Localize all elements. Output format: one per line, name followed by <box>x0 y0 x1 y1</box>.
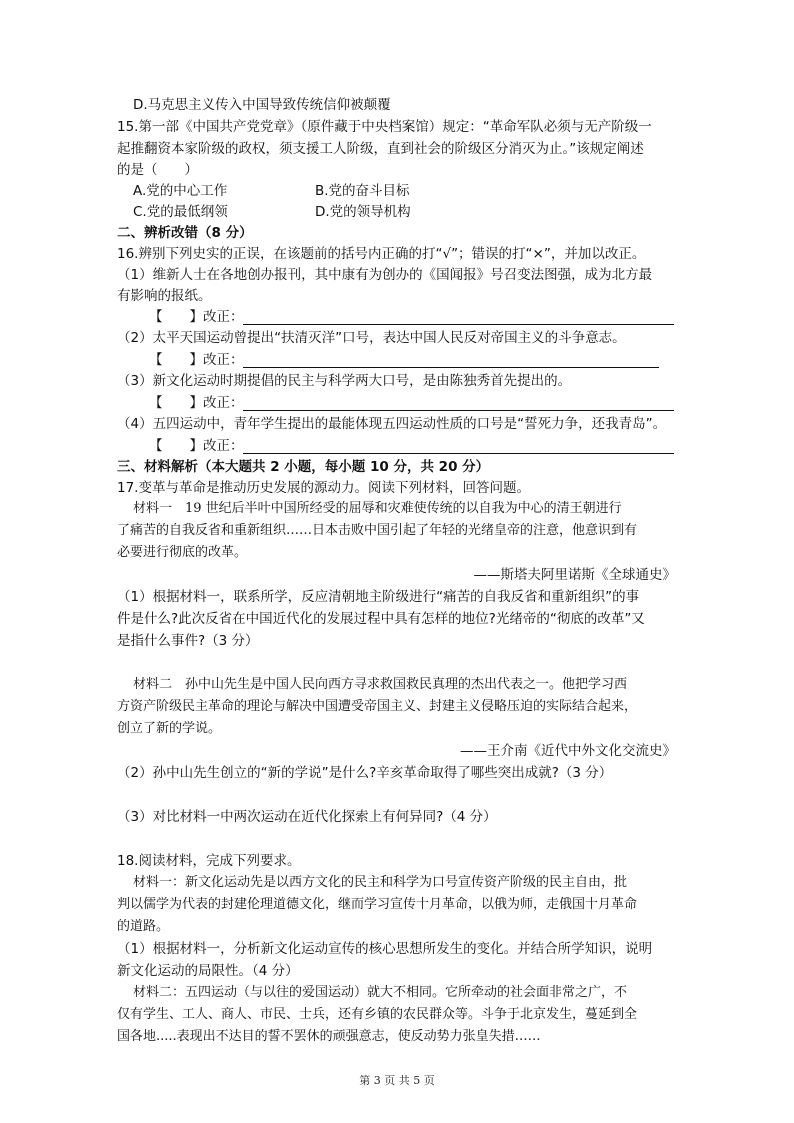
q17-question-2: （2）孙中山先生创立的“新的学说”是什么?辛亥革命取得了哪些突出成就?（3 分） <box>117 765 613 781</box>
q15-stem-line-3: 的是（ ） <box>117 162 198 178</box>
q16-item-2-answer-line[interactable] <box>243 367 659 368</box>
section-2-title: 二、辨析改错（8 分） <box>117 225 253 241</box>
q17-material-1-line-3: 必要进行彻底的改革。 <box>117 545 248 560</box>
q17-material-1-line-1: 材料一 19 世纪后半叶中国所经受的屈辱和灾难使传统的以自我为中心的清王朝进行 <box>133 501 622 516</box>
q18-question-1-line-1: （1）根据材料一，分析新文化运动宣传的核心思想所发生的变化。并结合所学知识，说明 <box>117 941 653 957</box>
q18-material-1-line-1: 材料一：新文化运动先是以西方文化的民主和科学为口号宣传资产阶级的民主自由，批 <box>133 875 628 890</box>
q16-item-1-correction-label: 【 】改正： <box>149 309 244 325</box>
page-footer: 第 3 页 共 5 页 <box>359 1074 435 1087</box>
q17-material-1-source: ——斯塔夫阿里诺斯《全球通史》 <box>473 567 676 583</box>
q18-intro: 18.阅读材料，完成下列要求。 <box>117 853 301 869</box>
q15-option-d: D.党的领导机构 <box>315 204 411 220</box>
q16-intro: 16.辨别下列史实的正误，在该题前的括号内正确的打“√”；错误的打“×”，并加以改正。 <box>117 246 646 262</box>
q16-item-4-answer-line[interactable] <box>243 453 674 454</box>
q15-option-c: C.党的最低纲领 <box>133 204 228 220</box>
q16-item-1-line-1: （1）维新人士在各地创办报刊，其中康有为创办的《国闻报》号召变法图强，成为北方最 <box>117 267 653 283</box>
q17-question-3: （3）对比材料一中两次运动在近代化探索上有何异同?（4 分） <box>117 809 497 825</box>
q17-intro: 17.变革与革命是推动历史发展的源动力。阅读下列材料，回答问题。 <box>117 480 530 496</box>
q15-stem-line-1: 15.第一部《中国共产党党章》（原件藏于中央档案馆）规定：“革命军队必须与无产阶级一 <box>117 119 652 135</box>
q16-item-4: （4）五四运动中，青年学生提出的最能体现五四运动性质的口号是“誓死力争，还我青岛”。 <box>117 416 667 432</box>
q18-material-2-line-1: 材料二：五四运动（与以往的爱国运动）就大不相同。它所牵动的社会面非常之广，不 <box>133 985 628 1000</box>
q17-question-1-line-3: 是指什么事件?（3 分） <box>117 633 259 649</box>
q16-item-3-answer-line[interactable] <box>243 410 674 411</box>
q17-material-2-line-3: 创立了新的学说。 <box>117 721 222 736</box>
q17-material-2-source: ——王介南《近代中外文化交流史》 <box>460 743 676 759</box>
q18-material-2-line-3: 国各地.....表现出不达目的誓不罢休的顽强意志，使反动势力张皇失措…… <box>117 1029 541 1044</box>
q16-item-4-correction-label: 【 】改正： <box>149 438 244 454</box>
q17-question-1-line-1: （1）根据材料一，联系所学，反应清朝地主阶级进行“痛苦的自我反省和重新组织”的事 <box>117 589 640 605</box>
q15-option-a: A.党的中心工作 <box>133 183 228 199</box>
q16-item-1-answer-line[interactable] <box>243 324 674 325</box>
q14-option-d: D.马克思主义传入中国导致传统信仰被颠覆 <box>133 97 391 113</box>
q15-stem-line-2: 起推翻资本家阶级的政权，须支援工人阶级，直到社会的阶级区分消灭为止。”该规定阐述 <box>117 141 644 157</box>
q17-question-1-line-2: 件是什么?此次反省在中国近代化的发展过程中具有怎样的地位?光绪帝的“彻底的改革”又 <box>117 611 645 627</box>
q16-item-2-correction-label: 【 】改正： <box>149 352 244 368</box>
q16-item-1-line-2: 有影响的报纸。 <box>117 288 212 304</box>
q16-item-2: （2）太平天国运动曾提出“扶清灭洋”口号，表达中国人民反对帝国主义的斗争意志。 <box>117 330 626 346</box>
q16-item-3-correction-label: 【 】改正： <box>149 395 244 411</box>
q15-option-b: B.党的奋斗目标 <box>315 183 410 199</box>
section-3-title: 三、材料解析（本大题共 2 小题，每小题 10 分，共 20 分） <box>117 459 490 475</box>
q18-material-2-line-2: 仅有学生、工人、商人、市民、士兵，还有乡镇的农民群众等。斗争于北京发生，蔓延到全 <box>117 1007 638 1022</box>
q16-item-3: （3）新文化运动时期提倡的民主与科学两大口号，是由陈独秀首先提出的。 <box>117 373 572 389</box>
q18-material-1-line-2: 判以儒学为代表的封建伦理道德文化，继而学习宣传十月革命，以俄为师，走俄国十月革命 <box>117 897 638 912</box>
q18-question-1-line-2: 新文化运动的局限性。（4 分） <box>117 963 299 979</box>
q17-material-1-line-2: 了痛苦的自我反省和重新组织……日本击败中国引起了年轻的光绪皇帝的注意，他意识到有 <box>117 523 638 538</box>
q18-material-1-line-3: 的道路。 <box>117 919 170 934</box>
q17-material-2-line-1: 材料二 孙中山先生是中国人民向西方寻求救国救民真理的杰出代表之一。他把学习西 <box>133 677 628 692</box>
q17-material-2-line-2: 方资产阶级民主革命的理论与解决中国遭受帝国主义、封建主义侵略压迫的实际结合起来， <box>117 699 638 714</box>
